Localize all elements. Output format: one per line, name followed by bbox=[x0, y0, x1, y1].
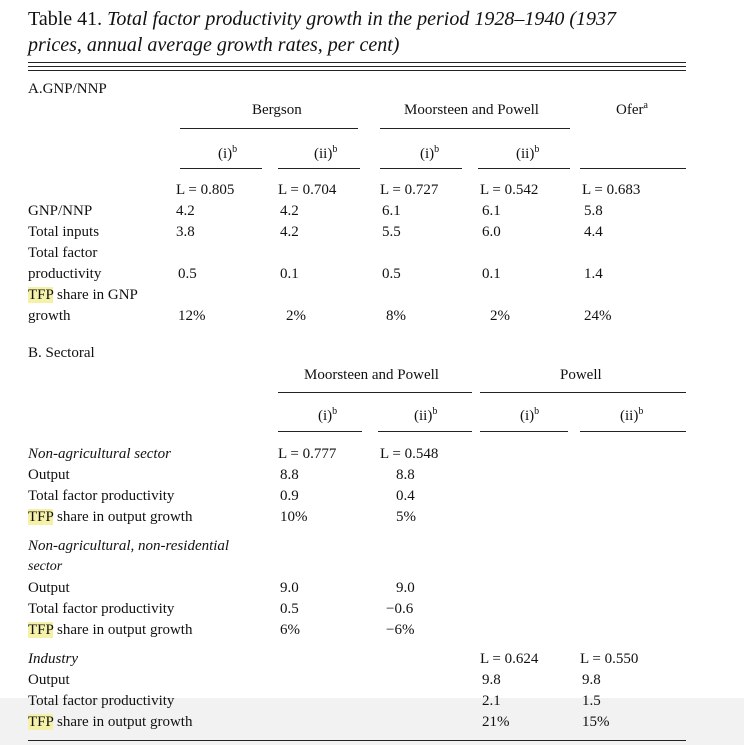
row-label: Output bbox=[28, 672, 70, 688]
row-label: Total factor productivity bbox=[28, 693, 175, 709]
section-a-heading: A.GNP/NNP bbox=[28, 81, 107, 97]
cell: −0.6 bbox=[386, 601, 414, 617]
group-moorsteen-powell: Moorsteen and Powell bbox=[304, 367, 439, 383]
sub-i: $(i)^b$ bbox=[420, 144, 440, 162]
rule-sub bbox=[580, 431, 686, 432]
row-label: Total factor productivity bbox=[28, 488, 175, 504]
row-label: Total factor productivity bbox=[28, 601, 175, 617]
cell: 0.9 bbox=[280, 488, 299, 504]
bottom-rule bbox=[28, 740, 686, 741]
cell: 4.2 bbox=[280, 224, 299, 240]
cell: 2% bbox=[286, 308, 306, 324]
cell: 6.0 bbox=[482, 224, 501, 240]
cell: 6.1 bbox=[482, 203, 501, 219]
row-label: GNP/NNP bbox=[28, 203, 93, 219]
section-b-heading: B. Sectoral bbox=[28, 345, 95, 361]
sector-title: Non-agricultural sector bbox=[28, 446, 171, 462]
lval: L = 0.550 bbox=[580, 651, 639, 667]
rule-sub bbox=[480, 431, 568, 432]
highlight: TFP bbox=[28, 287, 54, 303]
cell: 0.1 bbox=[482, 266, 501, 282]
group-powell: Powell bbox=[560, 367, 602, 383]
cell: 2% bbox=[490, 308, 510, 324]
lval: L = 0.704 bbox=[278, 182, 337, 198]
cell: 5% bbox=[396, 509, 416, 525]
sector-title: sector bbox=[28, 559, 63, 574]
cell: 0.1 bbox=[280, 266, 299, 282]
rule-sub bbox=[180, 168, 262, 169]
cell: 9.8 bbox=[482, 672, 501, 688]
cell: 3.8 bbox=[176, 224, 195, 240]
cell: 6% bbox=[280, 622, 300, 638]
group-ofer: Ofer$^a$ bbox=[616, 100, 648, 118]
cell: 4.2 bbox=[176, 203, 195, 219]
cell: 8.8 bbox=[396, 467, 415, 483]
cell: 10% bbox=[280, 509, 308, 525]
row-label: Total factor bbox=[28, 245, 98, 261]
cell: 12% bbox=[178, 308, 206, 324]
rule-sub bbox=[478, 168, 570, 169]
sub-ii: (ii)$^b$ bbox=[314, 144, 338, 162]
lval: L = 0.777 bbox=[278, 446, 337, 462]
lval: L = 0.624 bbox=[480, 651, 539, 667]
cell: 15% bbox=[582, 714, 610, 730]
row-label: TFP share in GNP bbox=[28, 287, 138, 303]
row-label: Output bbox=[28, 580, 70, 596]
row-label: Output bbox=[28, 467, 70, 483]
lval: L = 0.542 bbox=[480, 182, 539, 198]
highlight: TFP bbox=[28, 509, 54, 525]
cell: 21% bbox=[482, 714, 510, 730]
table-title bbox=[28, 6, 616, 32]
sub-i: $(i)^b$ bbox=[218, 144, 238, 162]
rule-moorsteen bbox=[278, 392, 472, 393]
top-rule-3 bbox=[28, 70, 686, 71]
group-moorsteen-powell: Moorsteen and Powell bbox=[404, 102, 539, 118]
rule-bergson bbox=[180, 128, 358, 129]
sector-title: Industry bbox=[28, 651, 78, 667]
cell: 9.8 bbox=[582, 672, 601, 688]
cell: 0.5 bbox=[178, 266, 197, 282]
top-rule-2 bbox=[28, 66, 686, 67]
cell: 1.5 bbox=[582, 693, 601, 709]
cell: 8% bbox=[386, 308, 406, 324]
cell: 5.8 bbox=[584, 203, 603, 219]
cell: 0.5 bbox=[280, 601, 299, 617]
cell: 4.2 bbox=[280, 203, 299, 219]
lval: L = 0.727 bbox=[380, 182, 439, 198]
row-label: Total inputs bbox=[28, 224, 100, 240]
sub-i: $(i)^b$ bbox=[318, 406, 338, 424]
table-title-line1: Total factor productivity growth in the period 1928–1940 (1937 bbox=[107, 8, 617, 30]
sub-i: $(i)^b$ bbox=[520, 406, 540, 424]
cell: 9.0 bbox=[280, 580, 299, 596]
row-label: TFP share in output growth bbox=[28, 509, 193, 525]
rule-powell bbox=[480, 392, 686, 393]
cell: 4.4 bbox=[584, 224, 603, 240]
lval: L = 0.805 bbox=[176, 182, 235, 198]
cell: 0.4 bbox=[396, 488, 415, 504]
cell: 0.5 bbox=[382, 266, 401, 282]
rule-moorsteen bbox=[380, 128, 570, 129]
cell: 24% bbox=[584, 308, 612, 324]
rule-sub bbox=[580, 168, 686, 169]
row-label: growth bbox=[28, 308, 71, 324]
lval: L = 0.683 bbox=[582, 182, 641, 198]
cell: 2.1 bbox=[482, 693, 501, 709]
top-rule bbox=[28, 62, 686, 63]
rule-sub bbox=[278, 168, 360, 169]
row-label: productivity bbox=[28, 266, 102, 282]
cell: 9.0 bbox=[396, 580, 415, 596]
cell: −6% bbox=[386, 622, 415, 638]
sector-title: Non-agricultural, non-residential bbox=[28, 538, 230, 554]
sub-ii: (ii)$^b$ bbox=[516, 144, 540, 162]
cell: 1.4 bbox=[584, 266, 603, 282]
highlight: TFP bbox=[28, 714, 54, 730]
group-bergson: Bergson bbox=[252, 102, 302, 118]
sub-ii: (ii)$^b$ bbox=[620, 406, 644, 424]
rule-sub bbox=[278, 431, 362, 432]
row-label: TFP share in output growth bbox=[28, 622, 193, 638]
cell: 5.5 bbox=[382, 224, 401, 240]
table-number: Table 41. bbox=[28, 8, 103, 30]
row-label: TFP share in output growth bbox=[28, 714, 193, 730]
highlight: TFP bbox=[28, 622, 54, 638]
rule-sub bbox=[378, 431, 472, 432]
rule-sub bbox=[380, 168, 462, 169]
lval: L = 0.548 bbox=[380, 446, 439, 462]
cell: 6.1 bbox=[382, 203, 401, 219]
sub-ii: (ii)$^b$ bbox=[414, 406, 438, 424]
table-title-line2: prices, annual average growth rates, per cent) bbox=[28, 34, 400, 56]
cell: 8.8 bbox=[280, 467, 299, 483]
